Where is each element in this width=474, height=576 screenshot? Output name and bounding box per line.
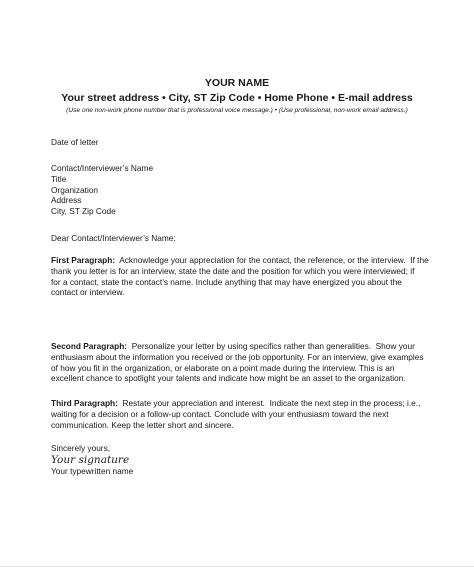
paragraph-line: enthusiasm about the information you received or the job opportunity. For an interview, give examples bbox=[51, 351, 424, 362]
paragraph-line: excellent chance to spotlight your talents and indicate how might be an asset to the organization. bbox=[51, 373, 406, 384]
recipient-organization: Organization bbox=[51, 184, 99, 195]
third-paragraph bbox=[51, 398, 441, 430]
closing-block bbox=[51, 443, 441, 477]
typed-name: Your typewritten name bbox=[51, 465, 134, 476]
second-paragraph bbox=[51, 341, 441, 384]
recipient-address: Address bbox=[51, 195, 82, 206]
recipient-name: Contact/Interviewer’s Name bbox=[51, 163, 154, 173]
salutation: Dear Contact/Interviewer’s Name: bbox=[51, 233, 176, 243]
paragraph-label: Second Paragraph: bbox=[51, 341, 128, 351]
paragraph-line: communication. Keep the letter short and sincere. bbox=[51, 419, 234, 430]
paragraph-line: contact or interview. bbox=[51, 287, 125, 298]
paragraph-line bbox=[51, 341, 441, 352]
paragraph-line bbox=[51, 398, 441, 409]
paragraph-line: waiting for a decision or a follow-up contact. Conclude with your enthusiasm toward the next bbox=[51, 408, 389, 419]
paragraph-text: Acknowledge your appreciation for the contact, the reference, or the interview. If the bbox=[115, 255, 429, 265]
letterhead bbox=[0, 76, 474, 116]
paragraph-label: Third Paragraph: bbox=[51, 398, 118, 408]
paragraph-text: Restate your appreciation and interest. Indicate the next step in the process; i.e., bbox=[117, 398, 421, 408]
paragraph-line: thank you letter is for an interview, state the date and the position for which you were interviewed; if bbox=[51, 265, 415, 276]
page-bottom-divider bbox=[0, 566, 474, 567]
paragraph-line bbox=[51, 255, 441, 266]
letter-date: Date of letter bbox=[51, 137, 99, 147]
paragraph-line: of how you fit in the organization, or elaborate on a point made during the interview. This is an bbox=[51, 362, 395, 373]
paragraph-line: for a contact, state the contact’s name. Include anything that may have energized you about the bbox=[51, 276, 402, 287]
recipient-city-state-zip: City, ST Zip Code bbox=[51, 206, 116, 217]
complimentary-close: Sincerely yours, bbox=[51, 443, 111, 453]
sender-address-line: Your street address • City, ST Zip Code • Home Phone • E-mail address bbox=[61, 92, 413, 104]
contact-note: (Use one non-work phone number that is professional voice message.) • (Use professional, non-work email address.) bbox=[66, 107, 408, 114]
signature: Your signature bbox=[51, 453, 130, 466]
paragraph-text: Personalize your letter by using specifics rather than generalities. Show your bbox=[127, 341, 415, 351]
first-paragraph bbox=[51, 255, 441, 298]
recipient-block bbox=[51, 163, 441, 217]
paragraph-label: First Paragraph: bbox=[51, 255, 116, 265]
sender-name: YOUR NAME bbox=[204, 77, 270, 89]
recipient-title: Title bbox=[51, 173, 67, 184]
